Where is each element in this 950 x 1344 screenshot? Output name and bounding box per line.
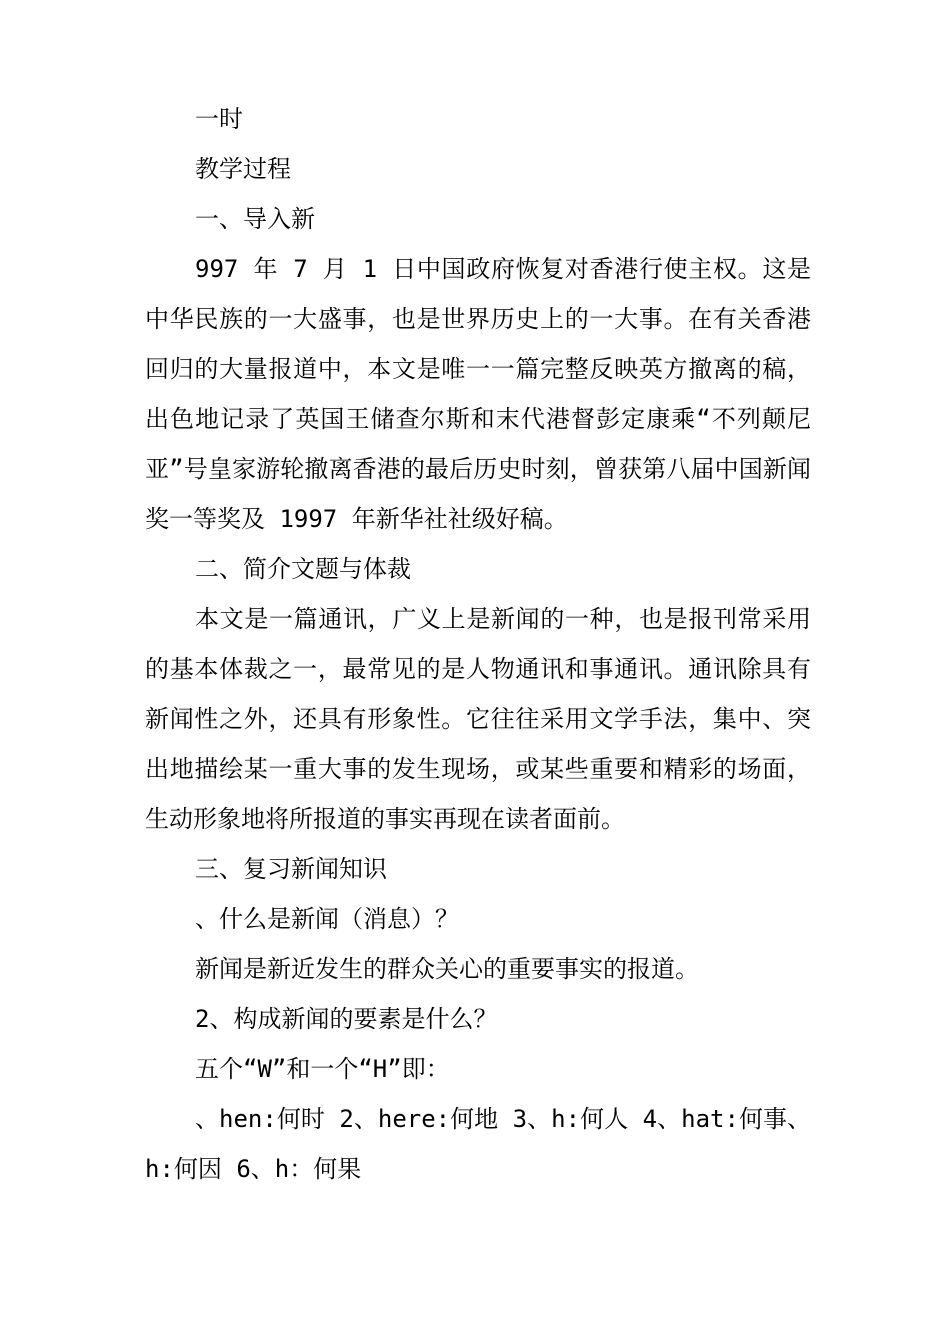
paragraph-introduction: 997 年 7 月 1 日中国政府恢复对香港行使主权。这是中华民族的一大盛事，也是世界历史上的一大事。在有关香港回归的大量报道中，本文是唯一一篇完整反映英方撤离的稿，出色地记录了英国王储查尔斯和末代港督彭定康乘“不列颠尼亚”号皇家游轮撤离香港的最后历史时刻，曾获第八届中国新闻奖一等奖及 1997 年新华社社级好稿。 [145,255,811,533]
answer-news-elements: 五个“W”和一个“H”即： [195,1055,450,1083]
paragraph-genre: 本文是一篇通讯，广义上是新闻的一种，也是报刊常采用的基本体裁之一，最常见的是人物通讯和事通讯。通讯除具有新闻性之外，还具有形象性。它往往采用文学手法，集中、突出地描绘某一重大事的发生现场，或某些重要和精彩的场面，生动形象地将所报道的事实再现在读者面前。 [145,605,811,833]
section-heading-review: 三、复习新闻知识 [195,855,387,883]
news-elements-list: 、hen:何时 2、here:何地 3、h:何人 4、hat:何事、h:何因 6、h：何果 [145,1105,811,1183]
question-what-is-news: 、什么是新闻（消息）？ [195,905,459,933]
section-heading-teaching-process: 教学过程 [195,155,291,183]
lesson-period-line: 一时 [195,105,243,133]
question-news-elements: 2、构成新闻的要素是什么？ [195,1005,498,1033]
document-body [145,94,811,1194]
section-heading-introduction: 一、导入新 [195,205,315,233]
answer-what-is-news: 新闻是新近发生的群众关心的重要事实的报道。 [195,955,699,983]
section-heading-genre: 二、简介文题与体裁 [195,555,411,583]
